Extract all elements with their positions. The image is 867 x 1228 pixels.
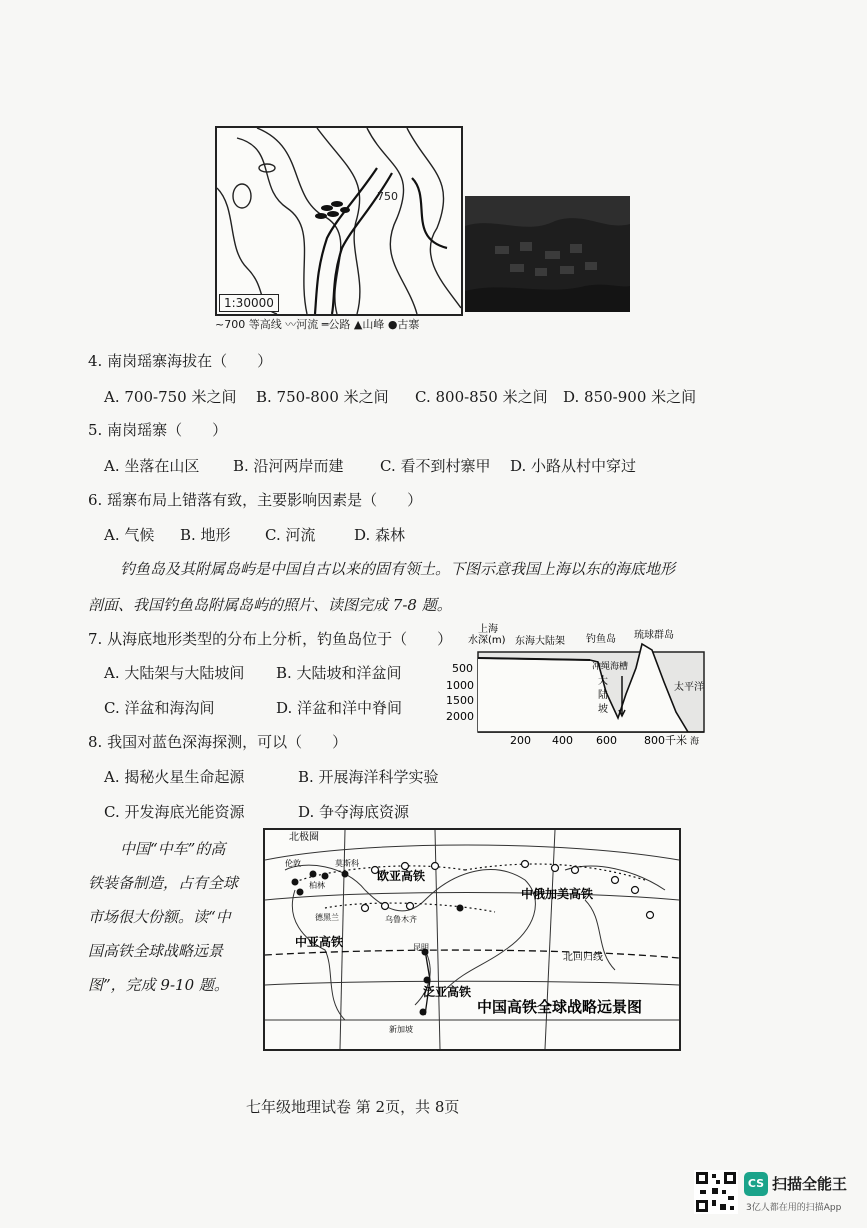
photo-texture bbox=[465, 196, 630, 312]
village-photo bbox=[465, 196, 630, 312]
brand-name: 扫描全能王 bbox=[772, 1175, 848, 1193]
label-tropic-of-cancer: 北回归线 bbox=[563, 952, 603, 963]
xtick-600: 600 bbox=[596, 734, 617, 747]
xtick-400: 400 bbox=[552, 734, 573, 747]
passage-9-10-line3: 市场很大份额。读“中 bbox=[88, 908, 231, 926]
label-eurasia-rail: 欧亚高铁 bbox=[377, 869, 426, 883]
label-tehran: 德黑兰 bbox=[315, 913, 339, 922]
q7-option-b: B. 大陆坡和洋盆间 bbox=[276, 664, 402, 682]
profile-diagram bbox=[440, 622, 710, 754]
label-trough: 冲绳海槽 bbox=[592, 662, 629, 672]
q6-option-c: C. 河流 bbox=[265, 526, 316, 544]
label-diaoyu: 钓鱼岛 bbox=[586, 634, 616, 645]
label-urumqi: 乌鲁木齐 bbox=[385, 915, 417, 924]
q7-option-a: A. 大陆架与大陆坡间 bbox=[104, 664, 245, 682]
label-singapore: 新加坡 bbox=[389, 1025, 413, 1034]
q6-option-a: A. 气候 bbox=[104, 526, 155, 544]
contour-symbol: ~ bbox=[215, 318, 225, 331]
passage-7-8-line1: 钓鱼岛及其附属岛屿是中国自古以来的固有领土。下图示意我国上海以东的海底地形 bbox=[120, 560, 676, 578]
topo-legend bbox=[215, 316, 419, 332]
brand-logo bbox=[744, 1172, 768, 1196]
world-map bbox=[265, 830, 679, 1049]
ytick-1000: 1000 bbox=[446, 679, 474, 692]
label-slope-3: 坡 bbox=[598, 704, 608, 715]
rail-strategy-map bbox=[263, 828, 681, 1051]
ytick-500: 500 bbox=[452, 662, 473, 675]
passage-9-10-line5: 图”，完成 9-10 题。 bbox=[88, 976, 229, 994]
legend-village: 古寨 bbox=[397, 318, 420, 331]
map-scale: 1:30000 bbox=[219, 294, 279, 312]
legend-river: 河流 bbox=[296, 318, 319, 331]
q8-option-c: C. 开发海底光能资源 bbox=[104, 803, 245, 821]
seafloor-profile bbox=[440, 622, 710, 754]
passage-9-10-line1: 中国“中车”的高 bbox=[120, 840, 226, 858]
xtick-800: 800千米 bbox=[644, 734, 687, 747]
q4-option-c: C. 800-850 米之间 bbox=[415, 388, 548, 406]
label-china-russia-america-rail: 中俄加美高铁 bbox=[521, 887, 594, 901]
xtick-200: 200 bbox=[510, 734, 531, 747]
legend-peak: 山峰 bbox=[362, 318, 385, 331]
q8-option-d: D. 争夺海底资源 bbox=[298, 803, 410, 821]
qr-icon bbox=[694, 1170, 738, 1214]
q8-stem: 8. 我国对蓝色深海探测，可以（ ） bbox=[88, 733, 348, 751]
q5-option-c: C. 看不到村寨甲 bbox=[380, 457, 491, 475]
topo-map bbox=[215, 126, 463, 316]
label-london: 伦敦 bbox=[285, 859, 301, 868]
logo-text: CS bbox=[747, 1177, 765, 1190]
label-slope-2: 陆 bbox=[598, 690, 608, 701]
label-shelf: 东海大陆架 bbox=[515, 636, 565, 647]
label-ryukyu: 琉球群岛 bbox=[634, 630, 674, 641]
passage-9-10-line2: 铁装备制造，占有全球 bbox=[88, 874, 239, 892]
label-slope-1: 大 bbox=[598, 676, 608, 687]
ytick-1500: 1500 bbox=[446, 694, 474, 707]
label-pan-asia-rail: 泛亚高铁 bbox=[423, 985, 472, 999]
passage-7-8-line2: 剖面、我国钓鱼岛附属岛屿的照片、读图完成 7-8 题。 bbox=[88, 596, 452, 614]
label-corner: 海 bbox=[690, 737, 700, 747]
label-central-asia-rail: 中亚高铁 bbox=[295, 935, 344, 949]
label-moscow: 莫斯科 bbox=[335, 859, 359, 868]
ytick-2000: 2000 bbox=[446, 710, 474, 723]
q8-option-a: A. 揭秘火星生命起源 bbox=[104, 768, 245, 786]
label-kunming: 昆明 bbox=[413, 943, 429, 952]
q6-option-d: D. 森林 bbox=[354, 526, 406, 544]
q7-stem: 7. 从海底地形类型的分布上分析，钓鱼岛位于（ ） bbox=[88, 630, 453, 648]
legend-road: 公路 bbox=[328, 318, 351, 331]
village-icon: ● bbox=[387, 318, 398, 331]
q4-option-d: D. 850-900 米之间 bbox=[563, 388, 697, 406]
profile-ylabel-2: 水深(m) bbox=[468, 635, 506, 646]
legend-contour: 等高线 bbox=[248, 318, 282, 331]
q6-option-b: B. 地形 bbox=[180, 526, 231, 544]
q5-option-a: A. 坐落在山区 bbox=[104, 457, 200, 475]
label-berlin: 柏林 bbox=[309, 881, 325, 890]
contour-value-label: 750 bbox=[377, 190, 398, 203]
q8-option-b: B. 开展海洋科学实验 bbox=[298, 768, 439, 786]
legend-contour-value: 700 bbox=[224, 318, 246, 331]
label-arctic-circle: 北极圈 bbox=[289, 832, 319, 843]
qr-code bbox=[694, 1170, 738, 1214]
profile-ylabel-1: 上海 bbox=[478, 624, 498, 635]
q7-option-c: C. 洋盆和海沟间 bbox=[104, 699, 215, 717]
road-symbol: ═ bbox=[321, 318, 329, 331]
contour-lines bbox=[217, 128, 461, 314]
q4-option-b: B. 750-800 米之间 bbox=[256, 388, 389, 406]
river-symbol: 〰 bbox=[285, 318, 297, 331]
peak-icon: ▲ bbox=[353, 318, 363, 331]
passage-9-10-line4: 国高铁全球战略远景 bbox=[88, 942, 224, 960]
q5-option-d: D. 小路从村中穿过 bbox=[510, 457, 637, 475]
q6-stem: 6. 瑶寨布局上错落有致，主要影响因素是（ ） bbox=[88, 491, 423, 509]
brand-tagline: 3亿人都在用的扫描App bbox=[746, 1203, 842, 1213]
q5-option-b: B. 沿河两岸而建 bbox=[233, 457, 344, 475]
rail-map-title: 中国高铁全球战略远景图 bbox=[477, 998, 643, 1016]
q4-stem: 4. 南岗瑶寨海拔在（ ） bbox=[88, 352, 273, 370]
q5-stem: 5. 南岗瑶寨（ ） bbox=[88, 421, 228, 439]
label-pacific: 太平洋 bbox=[674, 682, 704, 693]
q7-option-d: D. 洋盆和洋中脊间 bbox=[276, 699, 403, 717]
q4-option-a: A. 700-750 米之间 bbox=[104, 388, 237, 406]
page-footer: 七年级地理试卷 第 2页，共 8页 bbox=[246, 1098, 460, 1116]
